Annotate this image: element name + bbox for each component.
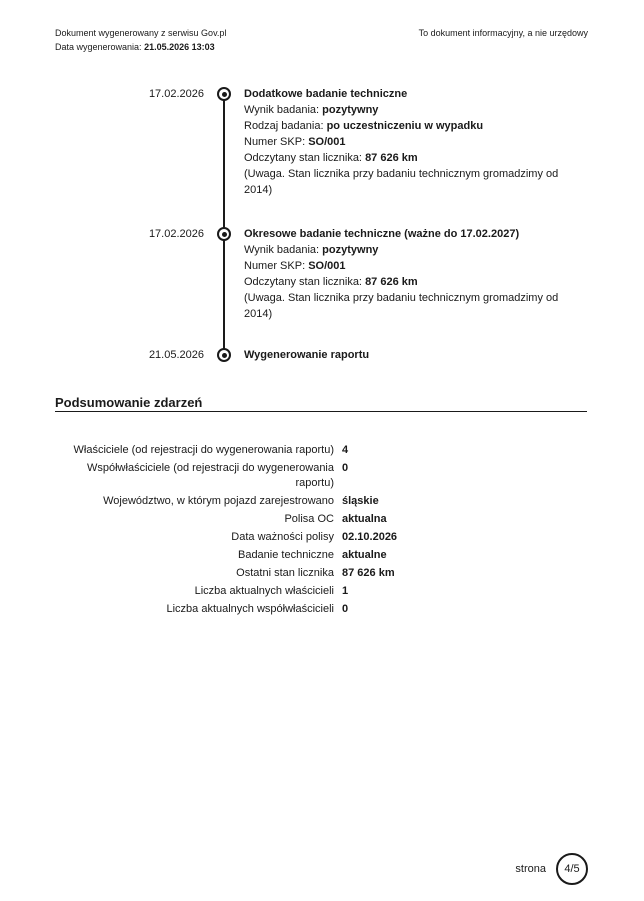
summary-row: [0, 512, 644, 527]
timeline-item-body: [244, 226, 564, 322]
summary-value: aktualne: [342, 549, 387, 561]
generated-date-line: [55, 40, 226, 54]
timeline-item-row: [244, 102, 564, 118]
summary-label: Data ważności polisy: [231, 531, 334, 543]
row-label: Odczytany stan licznika:: [244, 152, 362, 164]
timeline-item-title: Okresowe badanie techniczne (ważne do 17.02.2027): [244, 228, 520, 240]
section-divider: [55, 411, 587, 412]
summary-row: [0, 566, 644, 581]
timeline-dot-icon: [217, 227, 231, 241]
page-label: strona: [515, 863, 546, 875]
generated-date-value: 21.05.2026 13:03: [144, 42, 215, 52]
summary-value: 4: [342, 444, 349, 456]
row-label: Odczytany stan licznika:: [244, 276, 362, 288]
summary-table: [0, 443, 644, 620]
summary-label: Badanie techniczne: [237, 549, 334, 561]
row-value: pozytywny: [322, 104, 379, 116]
timeline-dot-icon: [217, 87, 231, 101]
summary-value: śląskie: [342, 495, 379, 507]
timeline-item-note: (Uwaga. Stan licznika przy badaniu technicznym gromadzimy od 2014): [244, 292, 559, 320]
timeline-item-row: [244, 258, 564, 274]
timeline-item-body: [244, 347, 564, 363]
summary-label: Właściciele (od rejestracji do wygenerowania raportu): [73, 444, 334, 456]
summary-label: Współwłaściciele (od rejestracji do wygenerowania raportu): [87, 462, 334, 489]
summary-value: 0: [342, 603, 349, 615]
summary-value: 1: [342, 585, 349, 597]
timeline-item-title: Dodatkowe badanie techniczne: [244, 88, 408, 100]
generated-by-text: Dokument wygenerowany z serwisu Gov.pl: [55, 28, 227, 38]
summary-value: 0: [342, 462, 349, 474]
row-label: Numer SKP:: [244, 136, 306, 148]
summary-row: [0, 461, 644, 491]
page-number-badge: 4/5: [556, 853, 588, 885]
row-label: Wynik badania:: [244, 244, 320, 256]
summary-row: [0, 530, 644, 545]
timeline-item-note: (Uwaga. Stan licznika przy badaniu technicznym gromadzimy od 2014): [244, 168, 559, 196]
page-footer: [515, 853, 588, 885]
document-header-left: [55, 26, 226, 54]
summary-row: [0, 443, 644, 458]
row-label: Numer SKP:: [244, 260, 306, 272]
timeline-dot-icon: [217, 348, 231, 362]
row-value: pozytywny: [322, 244, 379, 256]
disclaimer-text: To dokument informacyjny, a nie urzędowy: [418, 28, 588, 38]
timeline-item-row: [244, 242, 564, 258]
row-label: Rodzaj badania:: [244, 120, 324, 132]
summary-row: [0, 584, 644, 599]
summary-row: [0, 602, 644, 617]
summary-section-title: Podsumowanie zdarzeń: [55, 395, 203, 410]
summary-label: Ostatni stan licznika: [236, 567, 334, 579]
summary-value: aktualna: [342, 513, 387, 525]
summary-value: 02.10.2026: [342, 531, 398, 543]
row-value: po uczestniczeniu w wypadku: [326, 120, 484, 132]
summary-label: Liczba aktualnych właścicieli: [194, 585, 334, 597]
row-value: 87 626 km: [365, 152, 418, 164]
summary-label: Województwo, w którym pojazd zarejestrowano: [103, 495, 334, 507]
row-value: SO/001: [308, 136, 346, 148]
timeline-item-title: Wygenerowanie raportu: [244, 349, 370, 361]
summary-label: Polisa OC: [284, 513, 334, 525]
row-label: Wynik badania:: [244, 104, 320, 116]
summary-value: 87 626 km: [342, 567, 395, 579]
timeline-item-date: 21.05.2026: [148, 349, 204, 361]
summary-row: [0, 548, 644, 563]
timeline-item-date: 17.02.2026: [148, 88, 204, 100]
row-value: SO/001: [308, 260, 346, 272]
summary-row: [0, 494, 644, 509]
summary-label: Liczba aktualnych współwłaścicieli: [166, 603, 334, 615]
timeline-item-row: [244, 150, 564, 166]
timeline-line: [223, 92, 225, 355]
timeline-item-date: 17.02.2026: [148, 228, 204, 240]
timeline-item-row: [244, 118, 564, 134]
generated-date-label: Data wygenerowania:: [55, 42, 142, 52]
timeline-item-body: [244, 86, 564, 198]
timeline-item-row: [244, 134, 564, 150]
row-value: 87 626 km: [365, 276, 418, 288]
timeline-item-row: [244, 274, 564, 290]
